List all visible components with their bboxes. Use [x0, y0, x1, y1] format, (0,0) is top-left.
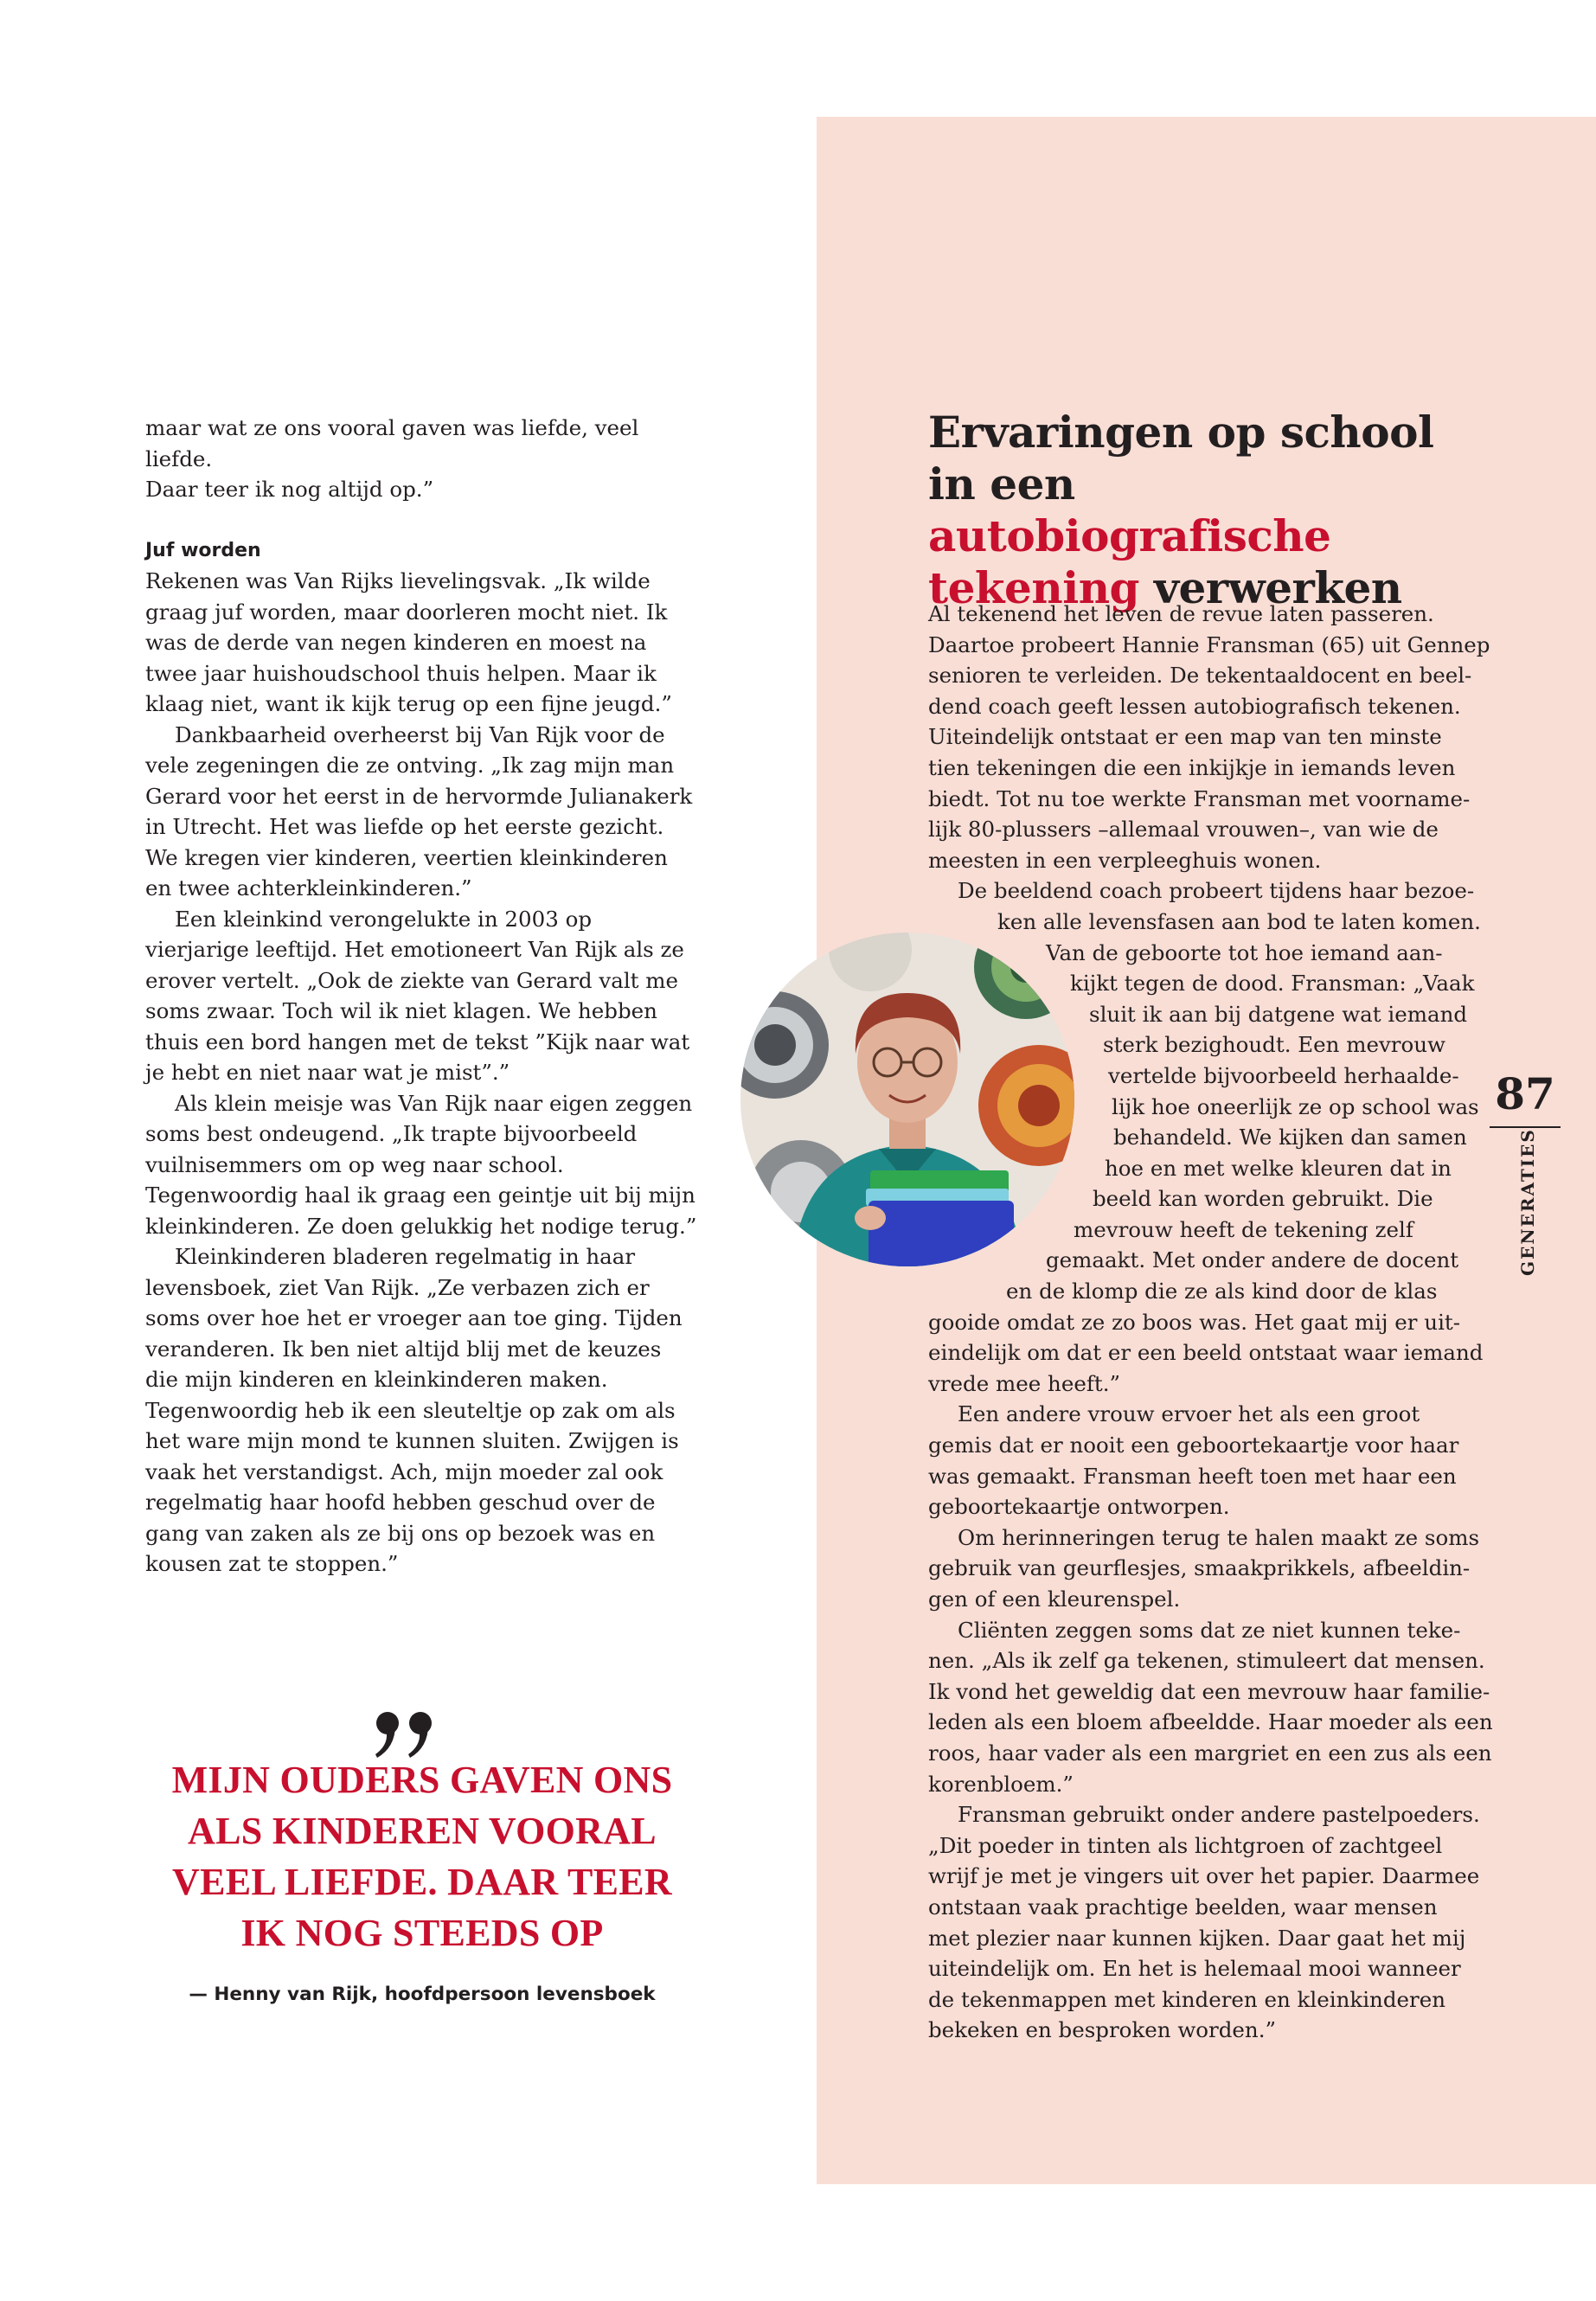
body-paragraph: Een kleinkind verongelukte in 2003 op vierjarige leeftijd. Het emotioneert Van Rijk als ze erover vertelt. „Ook de ziekte van Gerard valt me soms zwaar. Toch wil ik niet klagen. We hebben thuis een bord hangen met de tekst ”Kijk naar wat je hebt en niet naar wat je mist”.” — [145, 906, 690, 1085]
sidebar-text-line: De beeldend coach probeert tijdens haar bezoe- — [958, 878, 1475, 904]
sidebar-text-line: leden als een bloem afbeeldde. Haar moeder als een — [928, 1709, 1493, 1735]
sidebar-text-line: bekeken en besproken worden.” — [928, 2017, 1277, 2043]
sidebar-text-line: gebruik van geurflesjes, smaakprikkels, afbeeldin- — [928, 1555, 1471, 1581]
sidebar-text-line: nen. „Als ik zelf ga tekenen, stimuleert dat mensen. — [928, 1648, 1485, 1674]
pull-quote — [145, 1754, 699, 1958]
left-column — [145, 413, 699, 1580]
sidebar-text-line: Ik vond het geweldig dat een mevrouw haar familie- — [928, 1678, 1490, 1704]
sidebar-text-line: vertelde bijvoorbeeld herhaalde- — [1108, 1062, 1459, 1088]
sidebar-text-line: Een andere vrouw ervoer het als een groot — [958, 1401, 1420, 1427]
sidebar-text-line: tien tekeningen die een inkijkje in iemands leven — [928, 754, 1456, 780]
sidebar-text-line: Van de geboorte tot hoe iemand aan- — [1046, 939, 1443, 965]
sidebar-text-line: gen of een kleurenspel. — [928, 1586, 1181, 1612]
sidebar-text-line: uiteindelijk om. En het is helemaal mooi wanneer — [928, 1956, 1461, 1982]
quote-attribution: — Henny van Rijk, hoofdpersoon levensboek — [189, 1984, 656, 2005]
body-paragraph: Rekenen was Van Rijks lievelingsvak. „Ik wilde graag juf worden, maar doorleren mocht niet. Ik was de derde van negen kinderen en moest na twee jaar huishoudschool thuis helpen. Maar ik klaag niet, want ik kijk terug op een fijne jeugd.” — [145, 568, 672, 716]
sidebar-text-line: sluit ik aan bij datgene wat iemand — [1089, 1001, 1468, 1027]
page-number: 87 — [1495, 1068, 1555, 1119]
sidebar-text-line: Om herinneringen terug te halen maakt ze soms — [958, 1524, 1480, 1550]
sidebar-title — [928, 407, 1482, 614]
sidebar-text-line: „Dit poeder in tinten als lichtgroen of zachtgeel — [928, 1832, 1443, 1858]
sidebar-text-line: de tekenmappen met kinderen en kleinkinderen — [928, 1986, 1445, 2012]
section-heading: Juf worden — [145, 539, 261, 561]
title-line-2-red: autobiografische — [928, 510, 1331, 561]
sidebar-text-line: beeld kan worden gebruikt. Die — [1093, 1186, 1433, 1212]
sidebar-text-line: geboortekaartje ontworpen. — [928, 1494, 1230, 1520]
sidebar-text-line: met plezier naar kunnen kijken. Daar gaat het mij — [928, 1925, 1466, 1951]
intro-line: maar wat ze ons vooral gaven was liefde, veel liefde. — [145, 415, 639, 471]
sidebar-text-line: Al tekenend het leven de revue laten passeren. — [928, 601, 1434, 626]
sidebar-text-line: vrede mee heeft.” — [928, 1370, 1121, 1396]
body-paragraph: Dankbaarheid overheerst bij Van Rijk voor de vele zegeningen die ze ontving. „Ik zag mijn man Gerard voor het eerst in de hervormde Julianakerk in Utrecht. Het was liefde op het eerste gezicht. We kregen vier kinderen, veertien kleinkinderen en twee achterkleinkinderen.” — [145, 721, 693, 901]
sidebar-text-line: korenbloem.” — [928, 1771, 1074, 1797]
sidebar-text-line: ontstaan vaak prachtige beelden, waar mensen — [928, 1894, 1438, 1920]
portrait-photo — [740, 933, 1074, 1266]
sidebar-text-line: Daartoe probeert Hannie Fransman (65) uit Gennep — [928, 631, 1490, 657]
pull-quote-line: VEEL LIEFDE. DAAR TEER — [172, 1861, 672, 1903]
sidebar-text-line: was gemaakt. Fransman heeft toen met haar een — [928, 1463, 1457, 1489]
title-line-3-plain: verwerken — [1139, 562, 1402, 613]
sidebar-text-line: mevrouw heeft de tekening zelf — [1074, 1216, 1413, 1242]
sidebar-text-line: roos, haar vader als een margriet en een zus als een — [928, 1740, 1492, 1766]
sidebar-text-line: kijkt tegen de dood. Fransman: „Vaak — [1070, 971, 1475, 997]
intro-line: Daar teer ik nog altijd op.” — [145, 477, 434, 502]
body-paragraph: Als klein meisje was Van Rijk naar eigen zeggen soms best ondeugend. „Ik trapte bijvoorbeeld vuilnisemmers om op weg naar school. Tegenwoordig haal ik graag een geintje uit bij mijn kleinkinderen. Ze doen gelukkig het nodige terug.” — [145, 1090, 697, 1239]
title-line-1: Ervaringen op school — [928, 407, 1434, 458]
pull-quote-line: IK NOG STEEDS OP — [240, 1912, 604, 1954]
sidebar-text-line: sterk bezighoudt. Een mevrouw — [1103, 1032, 1446, 1058]
sidebar-text-line: wrijf je met je vingers uit over het papier. Daarmee — [928, 1863, 1480, 1889]
title-line-3-red: tekening — [928, 562, 1140, 613]
section-label: GENERATIES — [1517, 1128, 1538, 1276]
sidebar-body — [928, 599, 1493, 2046]
sidebar-text-line: behandeld. We kijken dan samen — [1113, 1125, 1467, 1150]
sidebar-text-line: Fransman gebruikt onder andere pastelpoeders. — [958, 1802, 1480, 1828]
sidebar-text-line: Uiteindelijk ontstaat er een map van ten minste — [928, 724, 1442, 750]
sidebar-text-line: en de klomp die ze als kind door de klas — [1006, 1279, 1438, 1304]
sidebar-text-line: gemis dat er nooit een geboortekaartje voor haar — [928, 1433, 1459, 1458]
sidebar-text-line: biedt. Tot nu toe werkte Fransman met voorname- — [928, 785, 1471, 811]
sidebar-text-line: senioren te verleiden. De tekentaaldocent en beel- — [928, 663, 1472, 689]
sidebar-text-line: Cliënten zeggen soms dat ze niet kunnen teke- — [958, 1617, 1461, 1643]
sidebar-text-line: gemaakt. Met onder andere de docent — [1046, 1247, 1459, 1273]
sidebar-text-line: meesten in een verpleeghuis wonen. — [928, 847, 1322, 873]
sidebar-text-line: ken alle levensfasen aan bod te laten komen. — [997, 908, 1481, 934]
sidebar-text-line: lijk hoe oneerlijk ze op school was — [1112, 1093, 1479, 1119]
sidebar-text-line: gooide omdat ze zo boos was. Het gaat mij er uit- — [928, 1309, 1461, 1335]
sidebar-text-line: hoe en met welke kleuren dat in — [1105, 1155, 1452, 1181]
pull-quote-line: MIJN OUDERS GAVEN ONS — [171, 1759, 673, 1801]
body-paragraph: Kleinkinderen bladeren regelmatig in haar levensboek, ziet Van Rijk. „Ze verbazen zich er soms over hoe het er vroeger aan toe ging. Tijden veranderen. Ik ben niet altijd blij met de keuzes die mijn kinderen en kleinkinderen maken. Tegenwoordig heb ik een sleuteltje op zak om als het ware mijn mond te kunnen sluiten. Zwijgen is vaak het verstandigst. Ach, mijn moeder zal ook regelmatig haar hoofd hebben geschud over de gang van zaken als ze bij ons op bezoek was en kousen zat te stoppen.” — [145, 1244, 683, 1576]
sidebar-text-line: dend coach geeft lessen autobiografisch tekenen. — [928, 693, 1461, 719]
title-line-2-plain: in een — [928, 458, 1075, 510]
sidebar-text-line: lijk 80-plussers –allemaal vrouwen–, van wie de — [928, 817, 1439, 843]
pull-quote-line: ALS KINDEREN VOORAL — [188, 1810, 657, 1852]
sidebar-text-line: eindelijk om dat er een beeld ontstaat waar iemand — [928, 1340, 1484, 1366]
